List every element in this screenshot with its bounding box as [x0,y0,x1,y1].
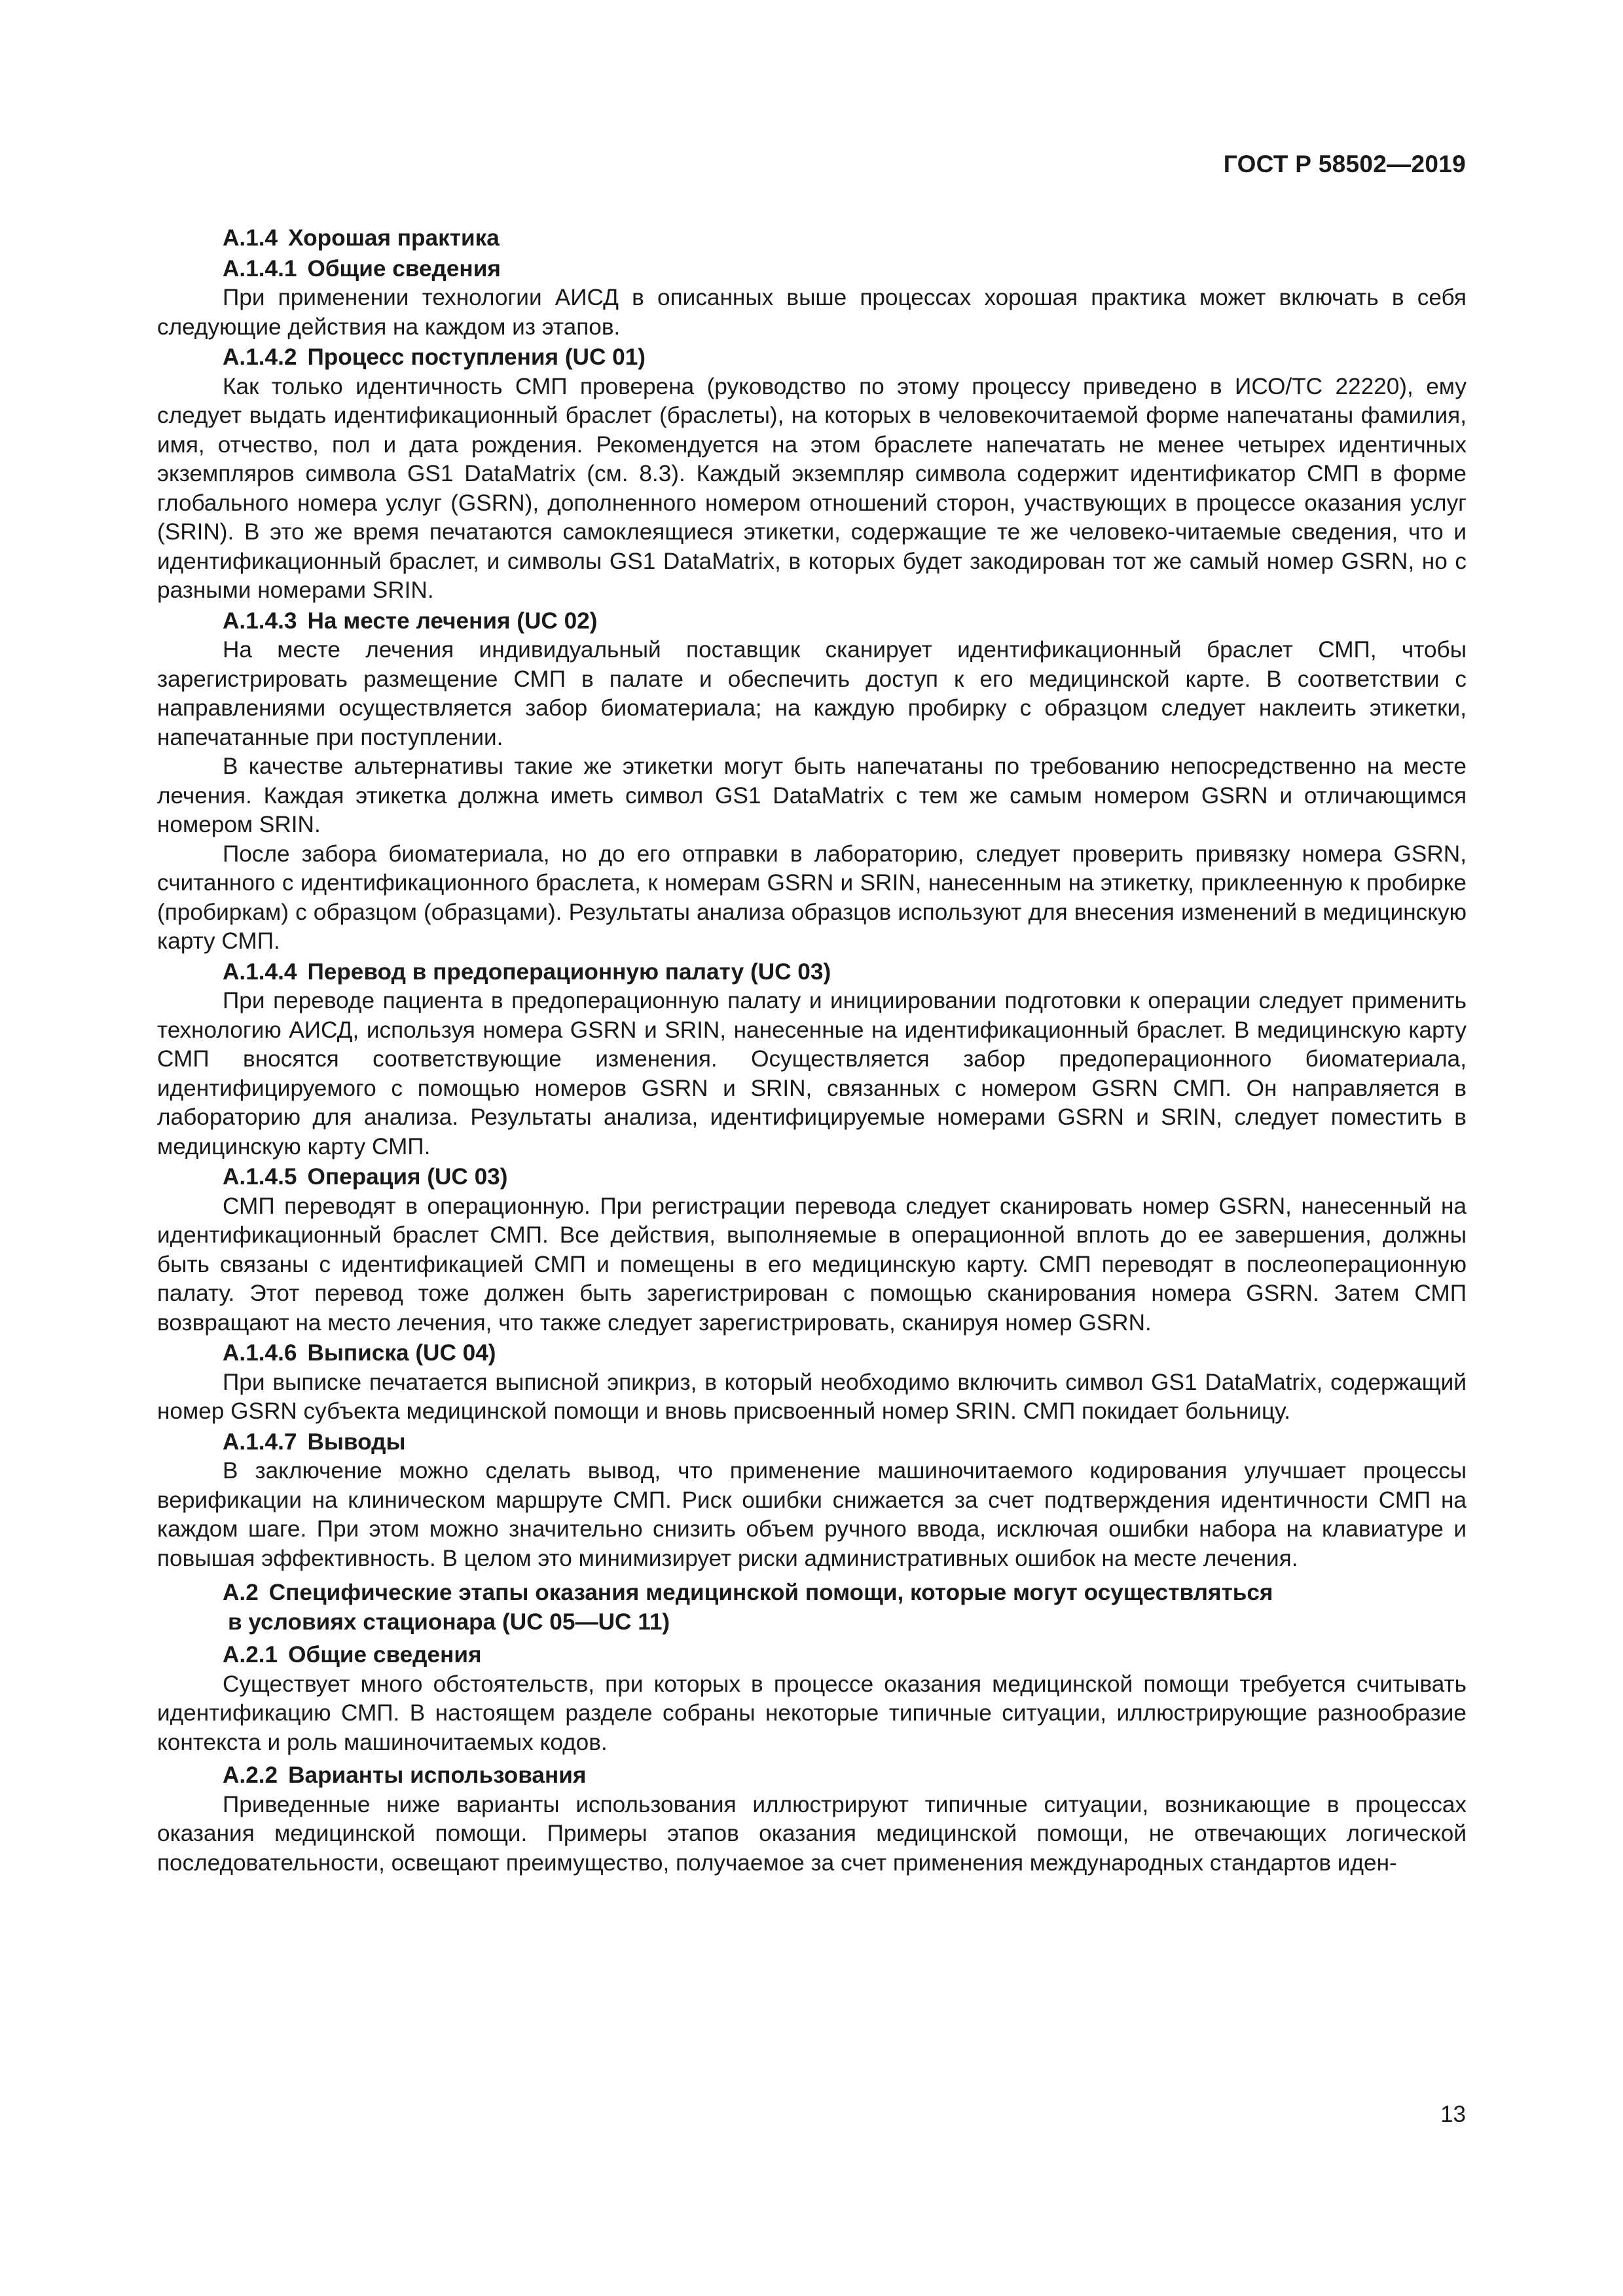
heading-a-2 [157,1578,1467,1637]
heading-title: Процесс поступления (UC 01) [307,344,646,370]
heading-a-1-4-5 [157,1163,1467,1192]
heading-number: A.1.4.3 [223,608,297,634]
heading-number: A.2.2 [223,1762,278,1788]
heading-title: Общие сведения [288,1642,482,1667]
paragraph: При выписке печатается выписной эпикриз, в который необходимо включить символ GS1 DataMatrix, содержащий номер GSRN субъекта медицинской помощи и вновь присвоенный номер SRIN. СМП покидает больницу. [157,1369,1467,1424]
heading-a-2-1 [157,1641,1467,1670]
heading-title: Варианты использования [288,1762,587,1788]
paragraph: После забора биоматериала, но до его отправки в лабораторию, следует проверить привязку номера GSRN, считанного с идентификационного браслета, к номерам GSRN и SRIN, нанесенным на этикетку, приклеенную к пробирке (пробиркам) с образцом (образцами). Результаты анализа образцов используют для внесения изменений в медицинскую карту СМП. [157,841,1467,954]
heading-number: A.2.1 [223,1642,278,1667]
document-header: ГОСТ Р 58502—2019 [1223,151,1466,177]
heading-number: A.1.4.4 [223,958,297,985]
heading-title: Операция (UC 03) [307,1164,508,1190]
heading-a-1-4-2 [157,343,1467,373]
heading-title: На месте лечения (UC 02) [307,608,598,634]
heading-title: Выводы [307,1429,406,1455]
paragraph: СМП переводят в операционную. При регистрации перевода следует сканировать номер GSRN, нанесенный на идентификационный браслет СМП. Все действия, выполняемые в операционной вплоть до ее завершения, должны быть связаны с идентификацией СМП и помещены в его медицинскую карту. СМП переводят в послеоперационную палату. Этот перевод тоже должен быть зарегистрирован с помощью сканирования номера GSRN. Затем СМП возвращают на место лечения, что также следует зарегистрировать, сканируя номер GSRN. [157,1193,1467,1336]
heading-number: A.1.4.6 [223,1340,297,1366]
heading-a-1-4-6 [157,1339,1467,1368]
heading-a-2-2 [157,1761,1467,1791]
heading-title: Общие сведения [307,255,501,282]
paragraph: При переводе пациента в предоперационную палату и инициировании подготовки к операции следует применить технологию АИСД, используя номера GSRN и SRIN, нанесенные на идентификационный браслет. В медицинскую карту СМП вносятся соответствующие изменения. Осуществляется забор предоперационного биоматериала, идентифицируемого с помощью номеров GSRN и SRIN, связанных с номером GSRN СМП. Он направляется в лабораторию для анализа. Результаты анализа, идентифицируемые номерами GSRN и SRIN, следует поместить в медицинскую карту СМП. [157,988,1467,1159]
heading-number: A.1.4.1 [223,255,297,282]
heading-number: A.2 [223,1580,259,1605]
heading-a-1-4 [157,224,1467,253]
heading-number: A.1.4 [223,225,278,251]
heading-a-1-4-3 [157,607,1467,636]
document-body [157,221,1467,1878]
heading-number: A.1.4.7 [223,1429,297,1455]
heading-number: A.1.4.5 [223,1164,297,1190]
heading-title-continuation: в условиях стационара (UC 05—UC 11) [228,1609,670,1635]
heading-title: Хорошая практика [288,225,500,251]
heading-title: Перевод в предоперационную палату (UC 03) [307,958,831,985]
heading-title: Специфические этапы оказания медицинской помощи, которые могут осуществляться [268,1580,1273,1605]
heading-a-1-4-4 [157,958,1467,987]
paragraph: При применении технологии АИСД в описанных выше процессах хорошая практика может включать в себя следующие действия на каждом из этапов. [157,285,1467,340]
heading-number: A.1.4.2 [223,344,297,370]
paragraph: В качестве альтернативы такие же этикетки могут быть напечатаны по требованию непосредственно на месте лечения. Каждая этикетка должна иметь символ GS1 DataMatrix с тем же самым номером GSRN и отличающимся номером SRIN. [157,754,1467,837]
paragraph: Приведенные ниже варианты использования иллюстрируют типичные ситуации, возникающие в процессах оказания медицинской помощи. Примеры этапов оказания медицинской помощи, не отвечающих логической последовательности, освещают преимущество, получаемое за счет применения международных стандартов иден- [157,1791,1467,1876]
paragraph: Как только идентичность СМП проверена (руководство по этому процессу приведено в ИСО/ТС 22220), ему следует выдать идентификационный браслет (браслеты), на которых в человекочитаемой форме напечатаны фамилия, имя, отчество, пол и дата рождения. Рекомендуется на этом браслете напечатать не менее четырех идентичных экземпляров символа GS1 DataMatrix (см. 8.3). Каждый экземпляр символа содержит идентификатор СМП в форме глобального номера услуг (GSRN), дополненного номером отношений сторон, участвующих в процессе оказания услуг (SRIN). В это же время печатаются самоклеящиеся этикетки, содержащие те же человеко-читаемые сведения, что и идентификационный браслет, и символы GS1 DataMatrix, в которых будет закодирован тот же самый номер GSRN, но с разными номерами SRIN. [157,373,1467,603]
heading-a-1-4-1 [157,255,1467,284]
paragraph: На месте лечения индивидуальный поставщик сканирует идентификационный браслет СМП, чтобы зарегистрировать размещение СМП в палате и обеспечить доступ к его медицинской карте. В соответствии с направлениями осуществляется забор биоматериала; на каждую пробирку с образцом следует наклеить этикетки, напечатанные при поступлении. [157,637,1467,750]
heading-title: Выписка (UC 04) [307,1340,496,1366]
paragraph: Существует много обстоятельств, при которых в процессе оказания медицинской помощи требуется считывать идентификацию СМП. В настоящем разделе собраны некоторые типичные ситуации, иллюстрирующие разнообразие контекста и роль машиночитаемых кодов. [157,1671,1467,1755]
page-number: 13 [1440,2102,1466,2127]
heading-a-1-4-7 [157,1428,1467,1457]
paragraph: В заключение можно сделать вывод, что применение машиночитаемого кодирования улучшает процессы верификации на клиническом маршруте СМП. Риск ошибки снижается за счет подтверждения идентичности СМП на каждом шаге. При этом можно значительно снизить объем ручного ввода, исключая ошибки набора на клавиатуре и повышая эффективность. В целом это минимизирует риски административных ошибок на месте лечения. [157,1458,1467,1571]
